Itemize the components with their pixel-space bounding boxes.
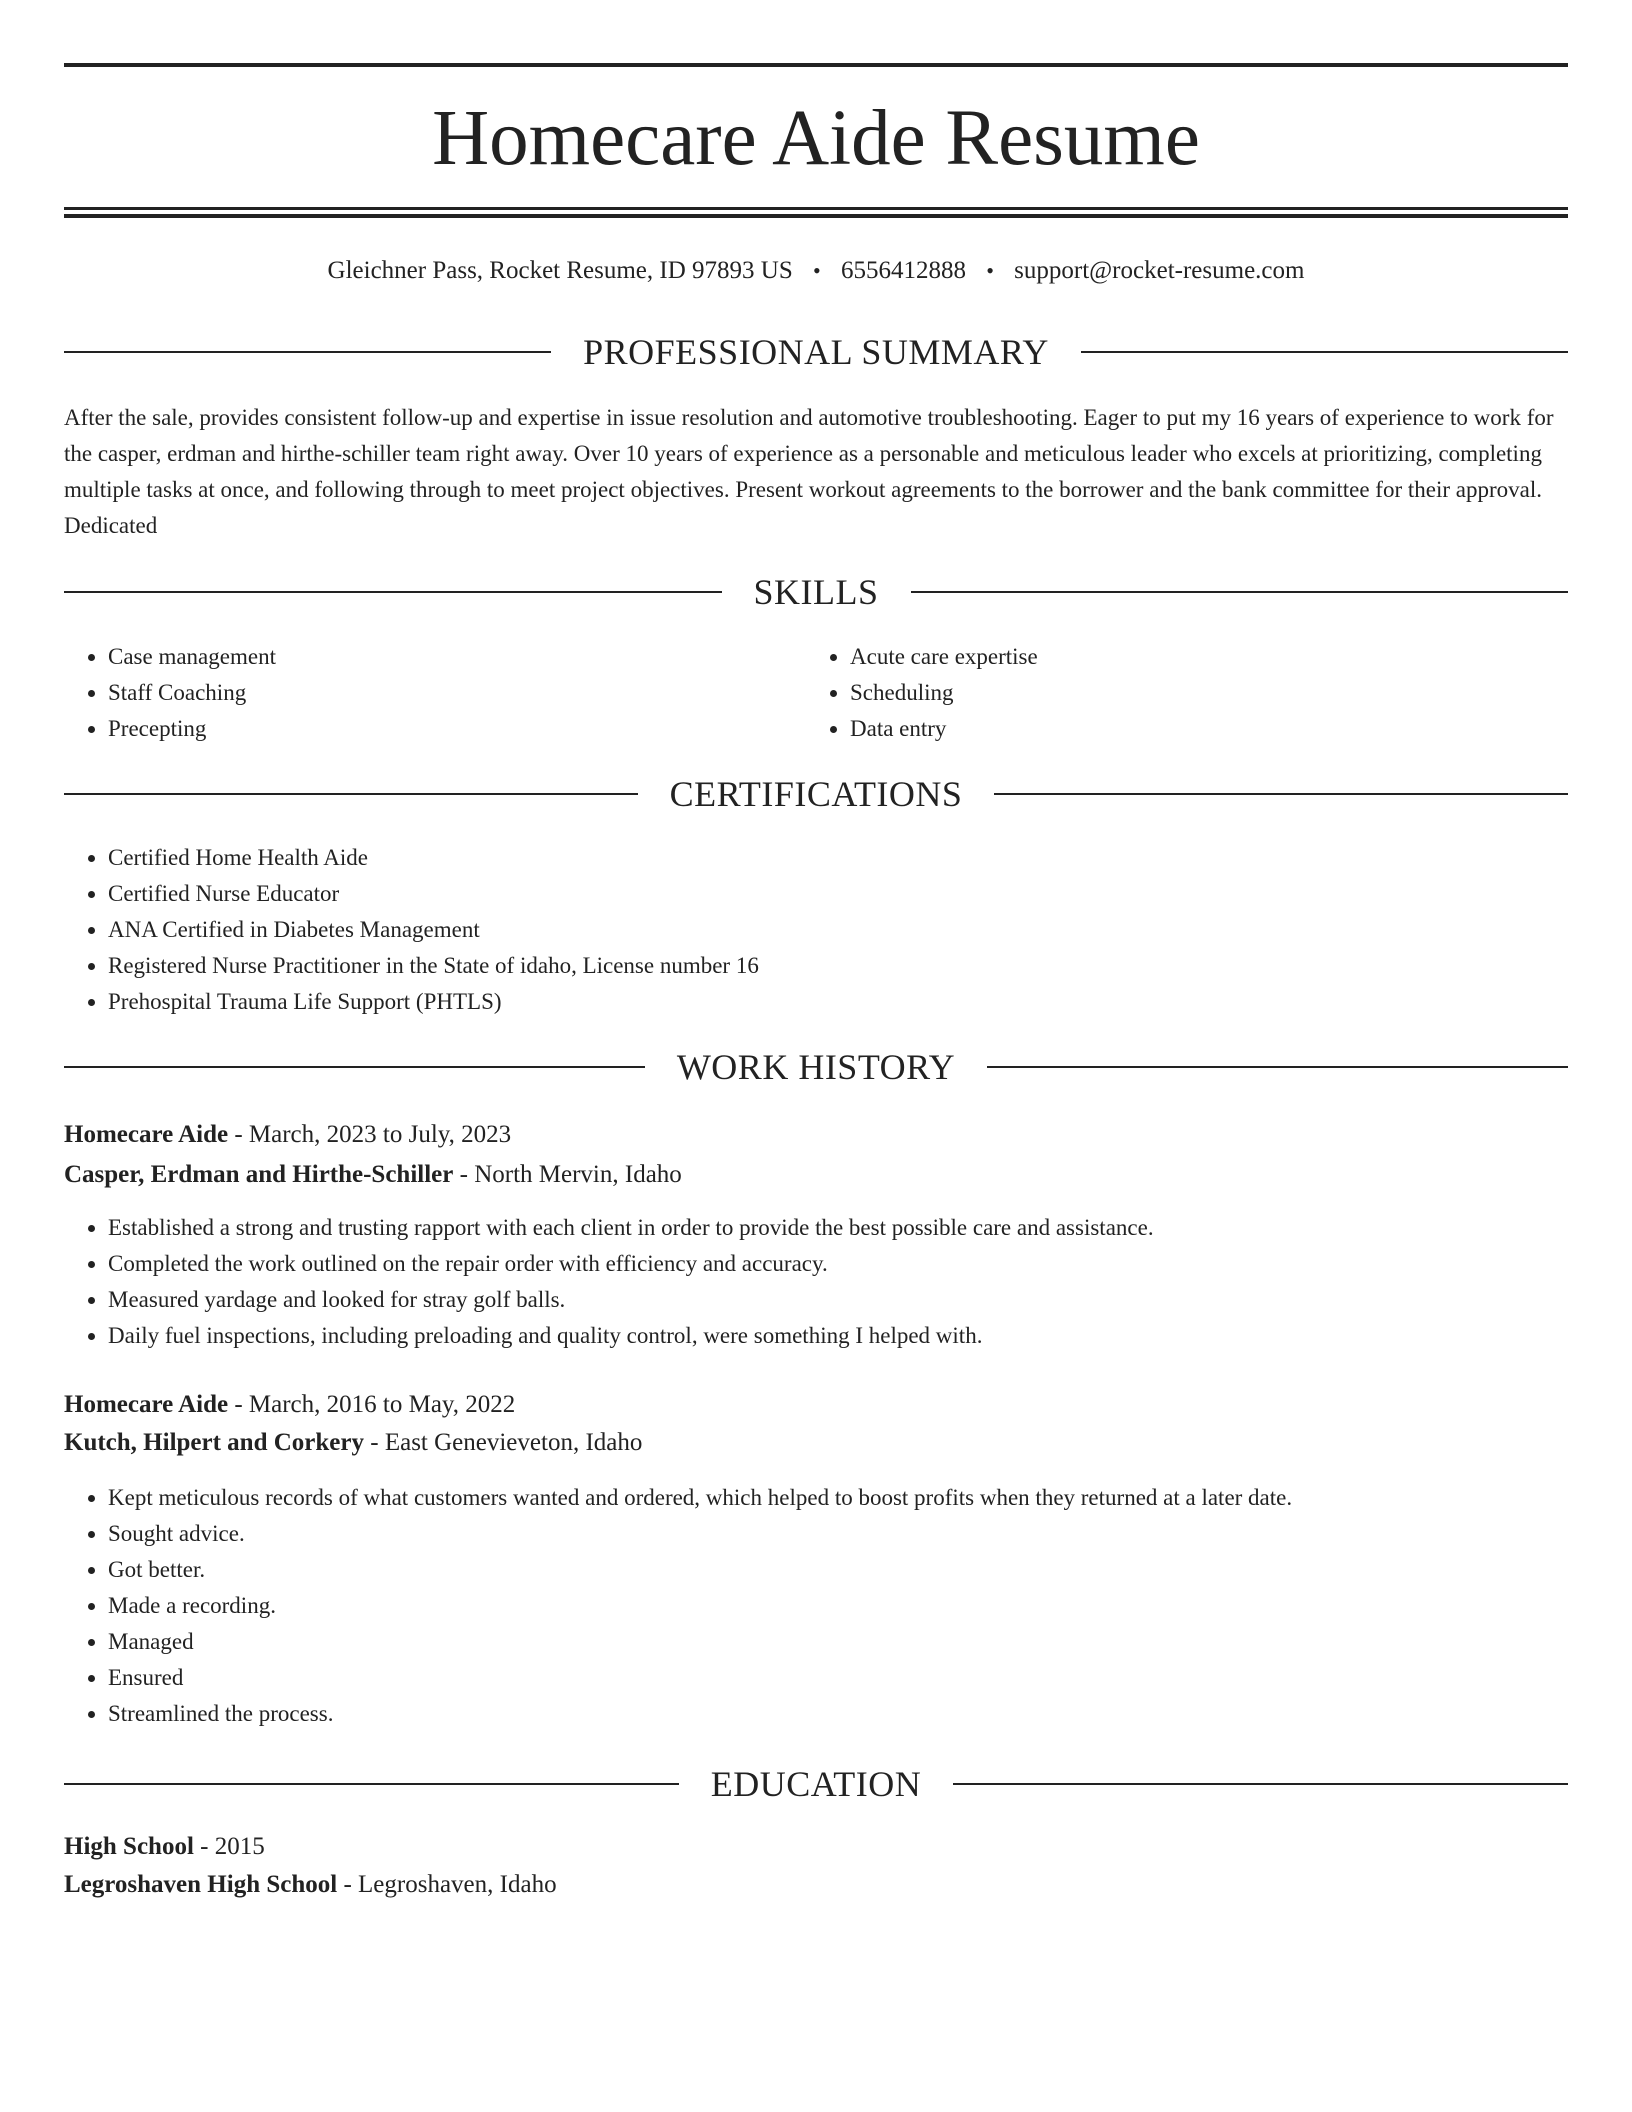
job-company: Casper, Erdman and Hirthe-Schiller <box>64 1161 454 1188</box>
job-duties <box>64 1480 1568 1732</box>
work-history-heading-row <box>64 1045 1568 1089</box>
job-company-line <box>64 1158 1568 1192</box>
certifications-list <box>64 840 1568 1020</box>
skill-item: • Case management <box>108 639 806 675</box>
job-company-line <box>64 1426 1568 1460</box>
duty-item: • Managed <box>108 1624 1568 1660</box>
job-title: Homecare Aide <box>64 1391 229 1418</box>
contact-separator: • <box>813 258 821 283</box>
contact-email: support@rocket-resume.com <box>1014 257 1305 284</box>
education-year: - 2015 <box>193 1833 265 1860</box>
job-company: Kutch, Hilpert and Corkery <box>64 1429 364 1456</box>
duty-item: • Completed the work outlined on the repair order with efficiency and accuracy. <box>108 1246 1568 1282</box>
education-degree-line <box>64 1830 1568 1864</box>
job-title-line <box>64 1118 1568 1152</box>
title-double-rule <box>64 207 1568 218</box>
skill-item: • Data entry <box>850 711 1038 747</box>
contact-phone: 6556412888 <box>840 257 966 284</box>
heading-rule-left <box>64 1783 679 1785</box>
duty-item: • Established a strong and trusting rapport with each client in order to provide the best possible care and assistance. <box>108 1210 1568 1246</box>
certification-item: • ANA Certified in Diabetes Management <box>108 912 1568 948</box>
duty-item: • Sought advice. <box>108 1516 1568 1552</box>
job-title-line <box>64 1388 1568 1422</box>
education-school-line <box>64 1868 1568 1902</box>
heading-rule-left <box>64 793 638 795</box>
skill-item: • Precepting <box>108 711 806 747</box>
heading-rule-right <box>911 591 1569 593</box>
job-location: - North Mervin, Idaho <box>453 1161 682 1188</box>
education-location: - Legroshaven, Idaho <box>337 1871 557 1898</box>
contact-separator: • <box>986 258 994 283</box>
duty-item: • Ensured <box>108 1660 1568 1696</box>
skills-list <box>64 639 1568 747</box>
certifications-heading-row <box>64 772 1568 816</box>
skill-item: • Staff Coaching <box>108 675 806 711</box>
duty-item: • Got better. <box>108 1552 1568 1588</box>
certification-item: • Certified Home Health Aide <box>108 840 1568 876</box>
summary-text: After the sale, provides consistent follow-up and expertise in issue resolution and automotive troubleshooting. Eager to put my 16 years of experience to work for the casper, erdman and hirthe-schiller team right away. Over 10 years of experience as a personable and meticulous leader who excels at prioritizing, completing multiple tasks at once, and following through to meet project objectives. Present workout agreements to the borrower and the bank committee for their approval. Dedicated <box>64 405 1554 538</box>
duty-item: • Measured yardage and looked for stray golf balls. <box>108 1282 1568 1318</box>
education-degree: High School <box>64 1833 194 1860</box>
job-title: Homecare Aide <box>64 1121 229 1148</box>
duty-item: • Daily fuel inspections, including preloading and quality control, were something I helped with. <box>108 1318 1568 1354</box>
duty-item: • Kept meticulous records of what customers wanted and ordered, which helped to boost profits when they returned at a later date. <box>108 1480 1568 1516</box>
contact-line <box>64 254 1568 288</box>
certifications-heading: CERTIFICATIONS <box>669 774 963 814</box>
heading-rule-left <box>64 591 722 593</box>
summary-heading-row <box>64 330 1568 374</box>
certification-item: • Prehospital Trauma Life Support (PHTLS) <box>108 984 1568 1020</box>
duty-item: • Made a recording. <box>108 1588 1568 1624</box>
skill-item: • Acute care expertise <box>850 639 1038 675</box>
skill-item: • Scheduling <box>850 675 1038 711</box>
contact-address: Gleichner Pass, Rocket Resume, ID 97893 US <box>327 257 793 284</box>
heading-rule-right <box>1081 351 1568 353</box>
top-rule <box>64 63 1568 67</box>
heading-rule-right <box>987 1066 1568 1068</box>
resume-title: Homecare Aide Resume <box>432 95 1200 182</box>
education-heading: EDUCATION <box>710 1764 922 1804</box>
summary-heading: PROFESSIONAL SUMMARY <box>583 332 1049 372</box>
heading-rule-left <box>64 351 551 353</box>
education-heading-row <box>64 1762 1568 1806</box>
skills-heading: SKILLS <box>753 572 879 612</box>
job-dates: - March, 2016 to May, 2022 <box>228 1391 516 1418</box>
heading-rule-right <box>994 793 1568 795</box>
job-duties <box>64 1210 1568 1354</box>
job-dates: - March, 2023 to July, 2023 <box>228 1121 512 1148</box>
skills-column-left <box>64 639 806 747</box>
skills-heading-row <box>64 570 1568 614</box>
work-history-heading: WORK HISTORY <box>676 1047 956 1087</box>
heading-rule-left <box>64 1066 645 1068</box>
heading-rule-right <box>953 1783 1568 1785</box>
certification-item: • Certified Nurse Educator <box>108 876 1568 912</box>
education-school: Legroshaven High School <box>64 1871 338 1898</box>
duty-item: • Streamlined the process. <box>108 1696 1568 1732</box>
certification-item: • Registered Nurse Practitioner in the State of idaho, License number 16 <box>108 948 1568 984</box>
skills-column-right <box>806 639 1038 747</box>
job-location: - East Genevieveton, Idaho <box>364 1429 643 1456</box>
